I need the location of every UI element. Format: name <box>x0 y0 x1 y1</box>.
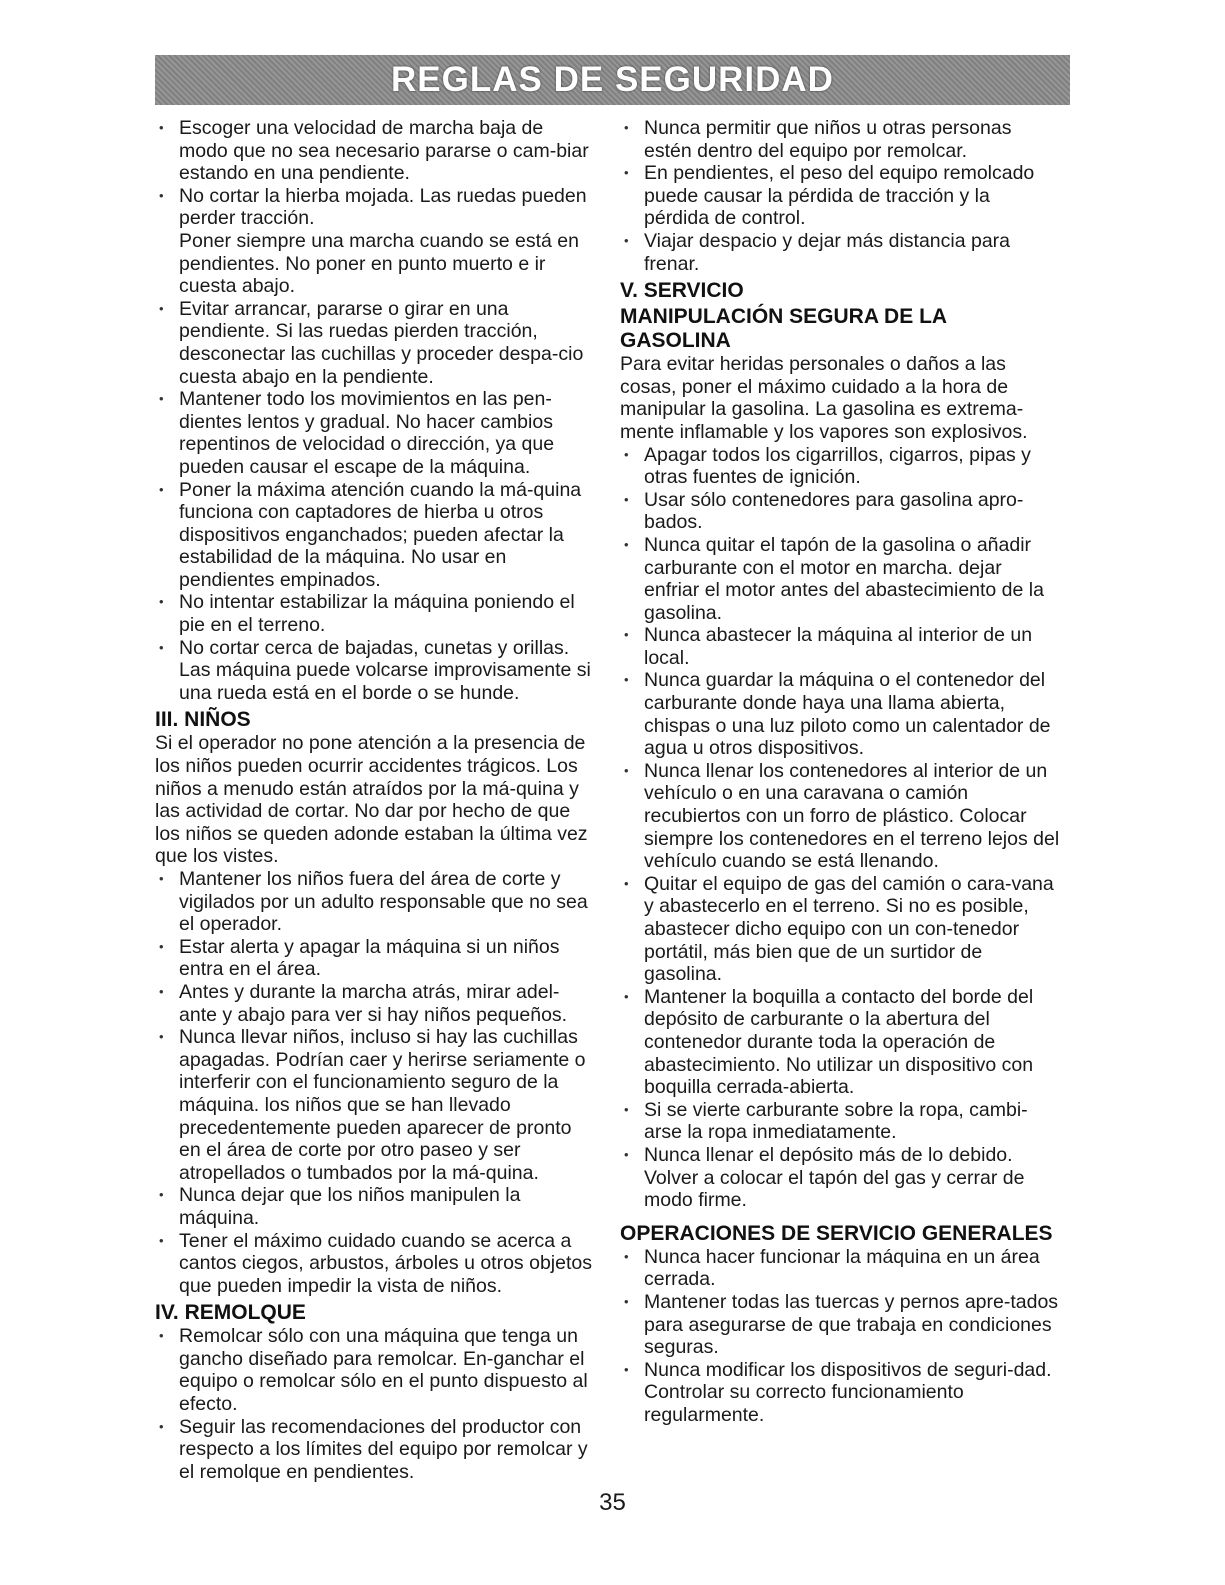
list-item: • Nunca hacer funcionar la máquina en un área cerrada. <box>620 1246 1060 1291</box>
operaciones-list <box>620 1246 1060 1427</box>
list-item: • Nunca dejar que los niños manipulen la máquina. <box>155 1184 595 1229</box>
list-item: • En pendientes, el peso del equipo remolcado puede causar la pérdida de tracción y la pérdida de control. <box>620 162 1060 230</box>
list-item: • No cortar cerca de bajadas, cunetas y orillas. Las máquina puede volcarse improvisamente si una rueda está en el borde o se hunde. <box>155 637 595 705</box>
section-heading-operaciones: OPERACIONES DE SERVICIO GENERALES <box>620 1221 1053 1245</box>
paragraph: Poner siempre una marcha cuando se está en pendientes. No poner en punto muerto e ir cuesta abajo. <box>179 229 579 298</box>
list-item: • Nunca quitar el tapón de la gasolina o añadir carburante con el motor en marcha. dejar enfriar el motor antes del abastecimiento de la gasolina. <box>620 534 1060 624</box>
section-heading-gasolina: MANIPULACIÓN SEGURA DE LA GASOLINA <box>620 305 947 353</box>
slope-rules-list-a <box>155 117 595 230</box>
remolque-list <box>155 1325 595 1483</box>
list-item: • Nunca llenar el depósito más de lo debido. Volver a colocar el tapón del gas y cerrar de modo firme. <box>620 1144 1060 1212</box>
section-heading-ninos: III. NIÑOS <box>155 708 251 732</box>
list-item: • Si se vierte carburante sobre la ropa, cambi-arse la ropa inmediatamente. <box>620 1099 1060 1144</box>
section-heading-servicio: V. SERVICIO <box>620 279 744 303</box>
list-item: • Nunca abastecer la máquina al interior de un local. <box>620 624 1060 669</box>
remolque-list-continued <box>620 117 1060 275</box>
list-item: • Quitar el equipo de gas del camión o cara-vana y abastecerlo en el terreno. Si no es posible, abastecer dicho equipo con un con-tenedor portátil, más bien que de un surtidor de gasolina. <box>620 873 1060 986</box>
list-item: • Mantener los niños fuera del área de corte y vigilados por un adulto responsable que no sea el operador. <box>155 868 595 936</box>
ninos-list <box>155 868 595 1297</box>
list-item: • Mantener todo los movimientos en las pen-dientes lentos y gradual. No hacer cambios repentinos de velocidad o dirección, ya que pueden causar el escape de la máquina. <box>155 388 595 478</box>
list-item: • Apagar todos los cigarrillos, cigarros, pipas y otras fuentes de ignición. <box>620 444 1060 489</box>
paragraph: Para evitar heridas personales o daños a las cosas, poner el máximo cuidado a la hora de manipular la gasolina. La gasolina es extrema-mente inflamable y los vapores son explosivos. <box>620 353 1028 443</box>
list-item: • No intentar estabilizar la máquina poniendo el pie en el terreno. <box>155 591 595 636</box>
list-item: • Nunca llenar los contenedores al interior de un vehículo o en una caravana o camión recubiertos con un forro de plástico. Colocar siempre los contenedores en el terreno lejos del vehículo cuando se está llenando. <box>620 760 1060 873</box>
list-item: • Nunca llevar niños, incluso si hay las cuchillas apagadas. Podrían caer y herirse seriamente o interferir con el funcionamiento seguro de la máquina. los niños que se han llevado precedentemente pueden aparecer de pronto en el área de corte por otro paseo y ser atropellados o tumbados por la má-quina. <box>155 1026 595 1184</box>
list-item: • Tener el máximo cuidado cuando se acerca a cantos ciegos, arbustos, árboles u otros objetos que pueden impedir la vista de niños. <box>155 1230 595 1298</box>
paragraph: Si el operador no pone atención a la presencia de los niños pueden ocurrir accidentes trágicos. Los niños a menudo están atraídos por la má-quina y las actividad de cortar. No dar por hecho de que los niños se queden adonde estaban la última vez que los vistes. <box>155 732 588 868</box>
list-item: • Evitar arrancar, pararse o girar en una pendiente. Si las ruedas pierden tracción, desconectar las cuchillas y proceder despa-cio cuesta abajo en la pendiente. <box>155 298 595 388</box>
page-number: 35 <box>599 1489 626 1516</box>
list-item: • Seguir las recomendaciones del productor con respecto a los límites del equipo por remolcar y el remolque en pendientes. <box>155 1416 595 1484</box>
list-item: • Nunca guardar la máquina o el contenedor del carburante donde haya una llama abierta, chispas o una luz piloto como un calentador de agua u otros dispositivos. <box>620 669 1060 759</box>
gasolina-list <box>620 444 1060 1212</box>
list-item: • No cortar la hierba mojada. Las ruedas pueden perder tracción. <box>155 185 595 230</box>
list-item: • Antes y durante la marcha atrás, mirar adel-ante y abajo para ver si hay niños pequeños. <box>155 981 595 1026</box>
list-item: • Mantener la boquilla a contacto del borde del depósito de carburante o la abertura del contenedor durante toda la operación de abastecimiento. No utilizar un dispositivo con boquilla cerrada-abierta. <box>620 986 1060 1099</box>
list-item: • Nunca permitir que niños u otras personas estén dentro del equipo por remolcar. <box>620 117 1060 162</box>
list-item: • Mantener todas las tuercas y pernos apre-tados para asegurarse de que trabaja en condiciones seguras. <box>620 1291 1060 1359</box>
page-title: REGLAS DE SEGURIDAD <box>391 60 834 99</box>
left-column <box>155 117 595 1483</box>
list-item: • Estar alerta y apagar la máquina si un niños entra en el área. <box>155 936 595 981</box>
list-item: • Usar sólo contenedores para gasolina apro-bados. <box>620 489 1060 534</box>
list-item: • Poner la máxima atención cuando la má-quina funciona con captadores de hierba u otros dispositivos enganchados; pueden afectar la estabilidad de la máquina. No usar en pendientes empinados. <box>155 479 595 592</box>
list-item: • Nunca modificar los dispositivos de seguri-dad. Controlar su correcto funcionamiento regularmente. <box>620 1359 1060 1427</box>
list-item: • Escoger una velocidad de marcha baja de modo que no sea necesario pararse o cam-biar estando en una pendiente. <box>155 117 595 185</box>
slope-rules-list-b <box>155 298 595 705</box>
list-item: • Remolcar sólo con una máquina que tenga un gancho diseñado para remolcar. En-ganchar el equipo o remolcar sólo en el punto dispuesto al efecto. <box>155 1325 595 1415</box>
header-banner <box>155 55 1070 105</box>
right-column <box>620 117 1060 1426</box>
section-heading-remolque: IV. REMOLQUE <box>155 1301 306 1325</box>
list-item: • Viajar despacio y dejar más distancia para frenar. <box>620 230 1060 275</box>
